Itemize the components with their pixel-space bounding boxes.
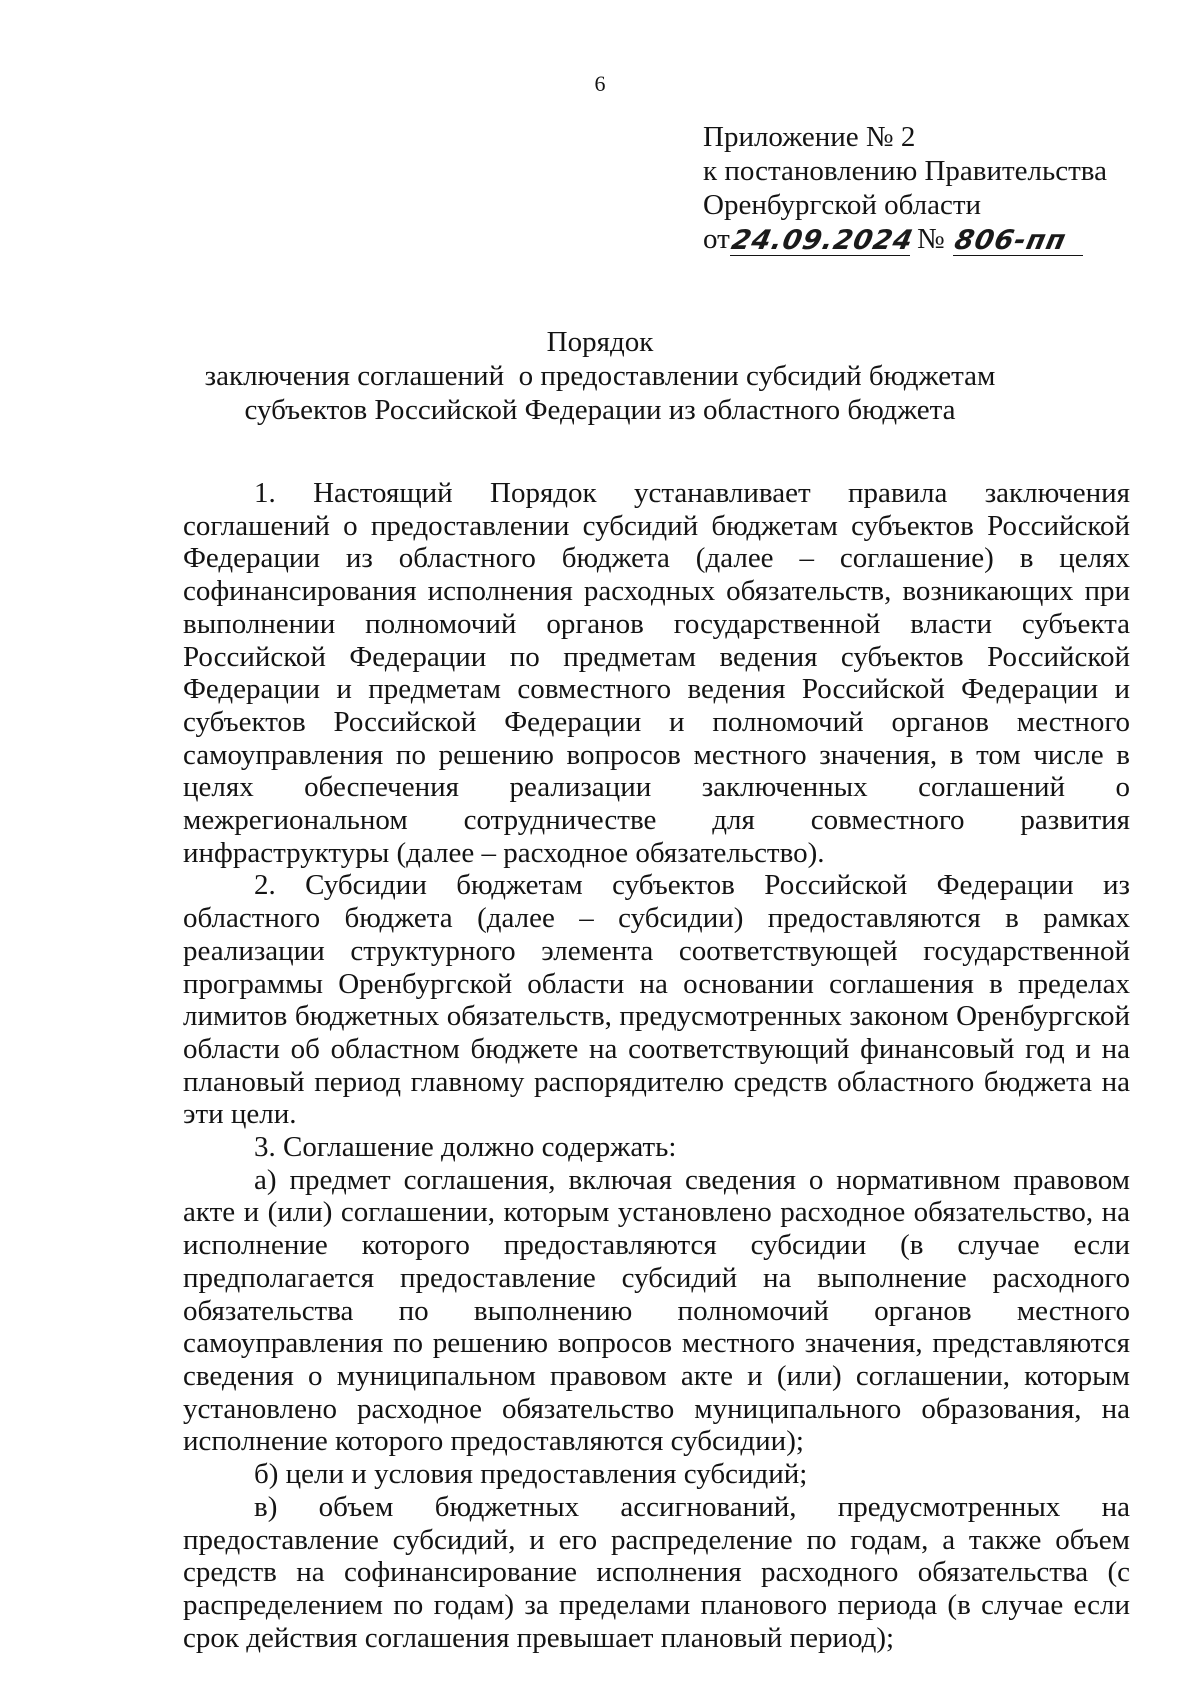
title-line-1: Порядок	[546, 326, 654, 358]
paragraph-3: 3. Соглашение должно содержать:	[254, 1131, 677, 1164]
date-prefix: от	[703, 223, 730, 255]
document-title	[0, 325, 1200, 427]
appendix-region: Оренбургской области	[703, 189, 982, 221]
appendix-header	[703, 120, 1107, 256]
handwritten-number: 806-пп	[951, 225, 1070, 256]
paragraph-1: 1. Настоящий Порядок устанавливает правила заключения соглашений о предоставлении субсидий бюджетам субъектов Российской Федерации из областного бюджета (далее – соглашение) в целях софинансирования исполнения расходных обязательств, возникающих при выполнении полномочий органов государственной власти субъекта Российской Федерации по предметам ведения субъектов Российской Федерации и предметам совместного ведения Российской Федерации и субъектов Российской Федерации и полномочий органов местного самоуправления по решению вопросов местного значения, в том числе в целях обеспечения реализации заключенных соглашений о межрегиональном сотрудничестве для совместного развития инфраструктуры (далее – расходное обязательство).	[183, 477, 1130, 869]
appendix-title: Приложение № 2	[703, 121, 916, 153]
handwritten-date: 24.09.2024	[728, 225, 917, 256]
paragraph-3b: б) цели и условия предоставления субсидий;	[254, 1458, 808, 1491]
date-underline	[728, 225, 917, 256]
paragraph-2: 2. Субсидии бюджетам субъектов Российской Федерации из областного бюджета (далее – субсидии) предоставляются в рамках реализации структурного элемента соответствующей государственной программы Оренбургской области на основании соглашения в пределах лимитов бюджетных обязательств, предусмотренных законом Оренбургской области об областном бюджете на соответствующий финансовый год и на плановый период главному распорядителю средств областного бюджета на эти цели.	[183, 869, 1130, 1131]
number-underline	[953, 225, 1083, 256]
number-prefix: №	[917, 223, 945, 255]
page-number: 6	[594, 71, 606, 96]
paragraph-3c: в) объем бюджетных ассигнований, предусмотренных на предоставление субсидий, и его распределение по годам, а также объем средств на софинансирование исполнения расходного обязательства (с распределением по годам) за пределами планового периода (в случае если срок действия соглашения превышает плановый период);	[183, 1490, 1130, 1654]
title-line-3: субъектов Российской Федерации из областного бюджета	[244, 394, 956, 426]
title-line-2: заключения соглашений о предоставлении субсидий бюджетам	[204, 360, 996, 392]
appendix-date-number-line	[703, 222, 1107, 256]
appendix-resolution-ref: к постановлению Правительства	[703, 155, 1107, 187]
paragraph-3a: а) предмет соглашения, включая сведения о нормативном правовом акте и (или) соглашении, которым установлено расходное обязательство, на исполнение которого предоставляются субсидии (в случае если предполагается предоставление субсидий на выполнение расходного обязательства по выполнению полномочий органов местного самоуправления по решению вопросов местного значения, представляются сведения о муниципальном правовом акте и (или) соглашении, которым установлено расходное обязательство муниципального образования, на исполнение которого предоставляются субсидии);	[183, 1163, 1130, 1458]
document-body	[183, 477, 1130, 1654]
